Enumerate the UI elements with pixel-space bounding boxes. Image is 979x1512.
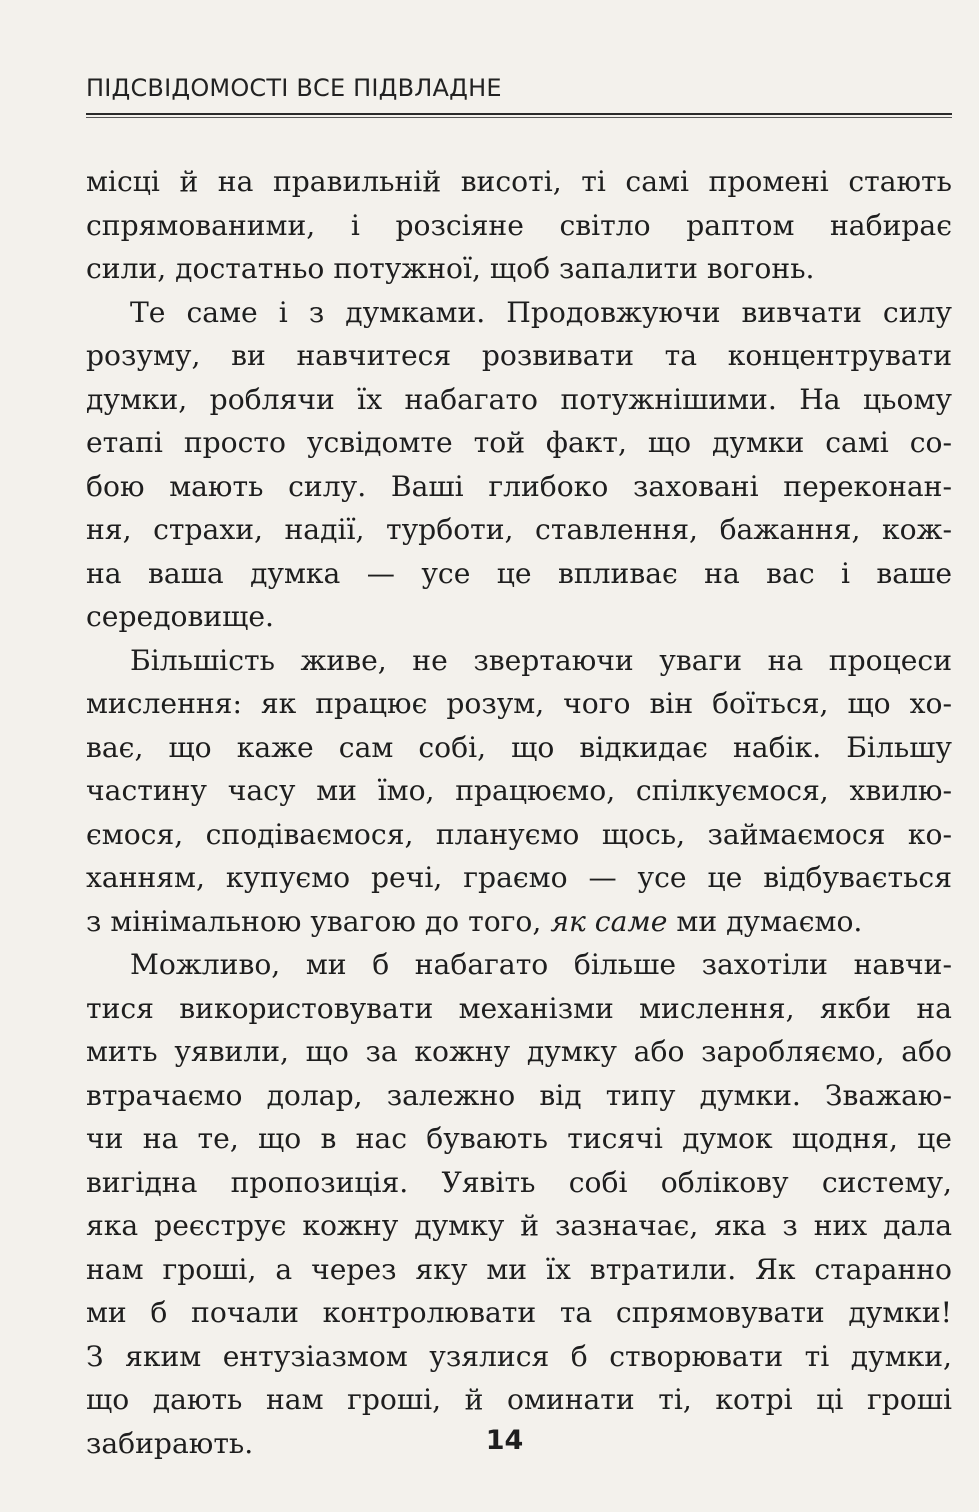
text-line: яка реєструє кожну думку й зазначає, яка з них дала — [86, 1209, 952, 1242]
text-segment: ми думаємо. — [667, 904, 863, 938]
text-line: ває, що каже сам собі, що відкидає набік. Більшу — [86, 730, 952, 764]
text-line: бою мають силу. Ваші глибоко заховані переконан- — [86, 469, 952, 503]
text-line: що дають нам гроші, й оминати ті, котрі ці гроші — [86, 1383, 952, 1416]
text-line: місці й на правильній висоті, ті самі промені стають — [86, 165, 952, 198]
text-line: етапі просто усвідомте той факт, що думки самі со- — [86, 426, 952, 459]
text-line: середовище. — [86, 600, 275, 633]
text-line: частину часу ми їмо, працюємо, спілкуємося, хвилю- — [86, 774, 952, 807]
text-line: спрямованими, і розсіяне світло раптом набирає — [86, 208, 952, 242]
text-line: тися використовувати механізми мислення, якби на — [86, 991, 952, 1025]
text-line: розуму, ви навчитеся розвивати та концентрувати — [86, 339, 952, 372]
text-line: Те саме і з думками. Продовжуючи вивчати силу — [130, 295, 952, 329]
body-text — [86, 160, 952, 1465]
text-line: нам гроші, а через яку ми їх втратили. Як старанно — [86, 1252, 952, 1286]
text-line: втрачаємо долар, залежно від типу думки. Зважаю- — [86, 1078, 952, 1112]
text-line-with-emphasis — [86, 900, 952, 944]
text-line: мислення: як працює розум, чого він боїться, що хо- — [86, 687, 952, 720]
text-line: вигідна пропозиція. Уявіть собі облікову систему, — [86, 1165, 952, 1199]
text-line: Можливо, ми б набагато більше захотіли навчи- — [130, 948, 952, 981]
text-line: мить уявили, що за кожну думку або заробляємо, або — [86, 1035, 952, 1068]
text-line: ми б почали контролювати та спрямовувати думки! — [86, 1296, 952, 1329]
text-line: Більшість живе, не звертаючи уваги на процеси — [130, 643, 952, 677]
text-line: забирають. — [86, 1426, 254, 1460]
text-line: ємося, сподіваємося, плануємо щось, займаємося ко- — [86, 817, 952, 851]
text-segment: з мінімальною увагою до того, — [86, 904, 551, 938]
text-line: З яким ентузіазмом узялися б створювати ті думки, — [86, 1339, 952, 1373]
text-line: ня, страхи, надії, турботи, ставлення, бажання, кож- — [86, 513, 952, 546]
header-rule-thin — [86, 117, 952, 118]
text-line: на ваша думка — усе це впливає на вас і ваше — [86, 556, 952, 590]
page-number: 14 — [485, 1425, 524, 1456]
header-rule — [86, 113, 952, 115]
emphasis-text: як саме — [550, 904, 668, 938]
text-line: сили, достатньо потужної, щоб запалити вогонь. — [86, 252, 815, 285]
text-line: чи на те, що в нас бувають тисячі думок щодня, це — [86, 1122, 952, 1155]
text-line: ханням, купуємо речі, граємо — усе це відбувається — [86, 861, 952, 894]
running-head: ПІДСВІДОМОСТІ ВСЕ ПІДВЛАДНЕ — [86, 74, 502, 102]
text-line: думки, роблячи їх набагато потужнішими. На цьому — [86, 382, 952, 416]
